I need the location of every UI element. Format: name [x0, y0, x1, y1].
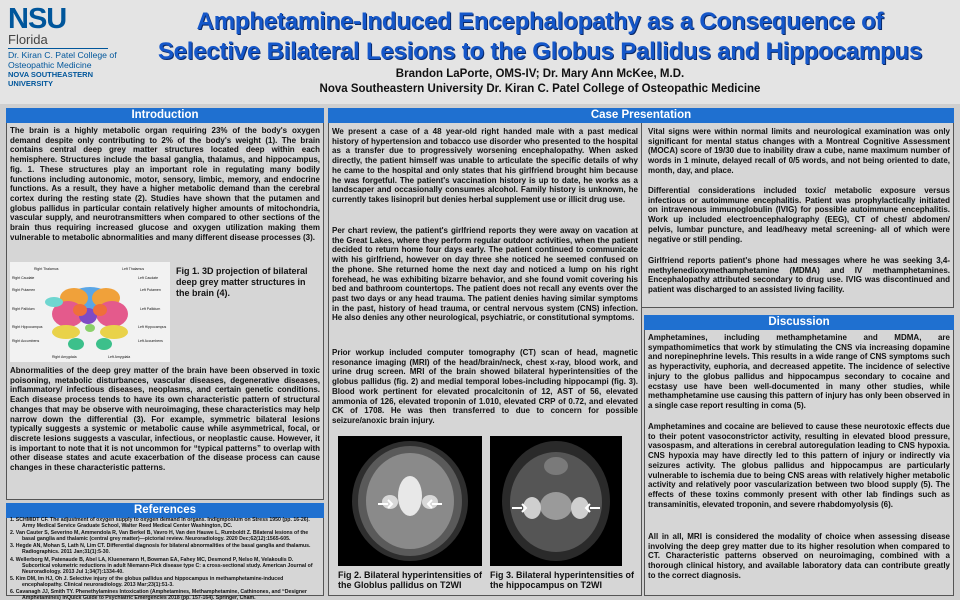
brain-label-left-accumbens: Left Accumbens [138, 339, 163, 343]
brain-label-right-pallidum: Right Pallidum [12, 307, 35, 311]
mri-axial-hippo-illustration [490, 436, 622, 566]
brain-label-left-thalamus: Left Thalamus [122, 267, 145, 271]
mri-globus-pallidus-image [338, 436, 482, 566]
logo-nsu: NSU [8, 3, 67, 35]
brain-label-right-amygdala: Right Amygdala [52, 355, 77, 359]
references-list [10, 517, 322, 600]
poster-title-line1: Amphetamine-Induced Encephalopathy as a Consequence of [196, 8, 884, 35]
poster-header [0, 0, 960, 104]
discussion-header: Discussion [644, 315, 954, 330]
reference-item: 3. Hegde AN, Mohan S, Lath N, Lim CT. Differential diagnosis for bilateral abnormalities of the basal ganglia and thalamus. Radiographics. 2011 Jan;31(1):5-30. [10, 543, 311, 556]
brain-label-left-putamen: Left Putamen [140, 288, 161, 292]
brain-label-right-accumbens: Right Accumbens [12, 339, 40, 343]
case-paragraph-6: Girlfriend reports patient's phone had messages where he was seeking 3,4-methylenedioxymethamphetamine (MDMA) and IV methamphetamines. Encephalopathy attributed secondary to drug use. IVIG was discontinued and patient was discharged to an assisted living facility. [648, 256, 950, 295]
logo-university: NOVA SOUTHEASTERN UNIVERSITY [8, 70, 94, 88]
brain-label-right-putamen: Right Putamen [12, 288, 36, 292]
brain-label-right-hippocampus: Right Hippocampus [12, 325, 43, 329]
logo-florida: Florida [8, 32, 48, 47]
intro-header: Introduction [6, 108, 324, 123]
logo-divider [8, 48, 108, 49]
reference-item: 1. SCHMIDT CF. The adjustment of oxygen supply to oxygen demand in organs. Indigmposium on Stress 1950 (pp. 16-26). Army Medical Service Graduate School, Walter Reed Medical Center Washington, DC. [10, 517, 310, 530]
fig2-caption: Fig 2. Bilateral hyperintensities of the Globlus pallidus on T2WI [338, 570, 483, 590]
brain-label-right-thalamus: Right Thalamus [34, 267, 59, 271]
intro-paragraph-1: The brain is a highly metabolic organ requiring 23% of the body's oxygen demand despite only contributing to 2% of the body's weight (1). The brain contains central deep grey matter structures located deep within each hemisphere. Structures include the basal ganglia, thalamus, and hippocampus, fig. 1. These structures play an important role in regulating many bodily functions including autonomic, motor, sensory, limbic, memory, and endocrine functions. As a result, they have a higher metabolic demand than the cerebral cortex during the resting state (2). Studies have shown that the putamen and globus pallidus in particular contain relatively higher amounts of mitochondria, vascular supply, and neurotransmitters when compared to other sections of the brain thus requiring increased glucose and oxygen utilization making them vulnerable to metabolic abnormalities and many different disease processes (3). [10, 126, 320, 242]
reference-item: 2. Van Cauter S, Severino M, Ammendola R, Van Berkel B, Vavro H, Van den Hauwe L, Rumboldt Z. Bilateral lesions of the basal ganglia and thalamic (central grey matter)—pictorial review. Neuroradiology. 2020 Dec;62(12):1565-605. [10, 530, 309, 543]
reference-item: 6. Cavanagh JJ, Smith TY. Phenethylamines Intoxication (Amphetamines, Methamphetamine, Cathinones, and “Designer Amphetamines) InQuick Guide to Psychiatric Emergencies 2018 (pp. 157-164). Springer, Cham. [10, 589, 307, 600]
discussion-paragraph-3: All in all, MRI is considered the modality of choice when assessing disease involving the deep grey matter due to its higher resolution when compared to CT. Characteristic patterns observed on neuroimaging, combined with a thorough clinical history, and available laboratory data can contribute greatly to the correct diagnosis. [648, 532, 950, 580]
case-paragraph-3: Prior workup included computer tomography (CT) scan of head, magnetic resonance imaging (MRI) of the head/brain/neck, chest x-ray, blood work, and urine drug screen. MRI of the brain showed bilateral hyperintensities of the globus pallidus (fig. 2) and medial temporal lobes-including hippocampi (fig. 3). Blood work pertinent for elevated procalcitonin of 12, AST of 56, elevated ammonia of 126, elevated troponin of 1.010, elevated CRP of 0.72, and elevated CK of 1708. He was then transferred to due to concern for possible seizure/anoxic brain injury. [332, 348, 638, 425]
mri-hippocampus-image [490, 436, 622, 566]
brain-label-right-caudate: Right Caudate [12, 276, 35, 280]
case-header: Case Presentation [328, 108, 954, 123]
discussion-paragraph-2: Amphetamines and cocaine are believed to cause these neurotoxic effects due to their potent vasoconstrictor activity, resulting in elevated blood pressure, vasospasm, and alterations in cerebral autoregulation leading to CNS hypoxia. CNS hypoxia may have directly led to this pattern of injury or indirectly via seizures activity. The globus pallidus and hippocampus are particularly vulnerable to ischemia due to being CNS areas with relatively higher metabolic activity and relatively poor vascularization between two blood supply (5). The effects of these toxins commonly present with other lab findings such as transaminitis, elevated troponin, and severe rhabdomyolysis (6). [648, 422, 950, 509]
brain-3d-figure [10, 262, 170, 362]
brain-label-left-pallidum: Left Pallidum [140, 307, 161, 311]
brain-label-left-amygdala: Left Amygdala [108, 355, 131, 359]
authors: Brandon LaPorte, OMS-IV; Dr. Mary Ann McKee, M.D. [395, 68, 685, 80]
reference-item: 5. Kim DM, Im HJ, Oh J. Selective injury of the globus pallidus and hippocampus in methamphetamine-induced encephalopathy. Clinical neuroradiology. 2013 Mar;23(1):51-3. [10, 575, 284, 588]
affiliation: Nova Southeastern University Dr. Kiran C. Patel College of Osteopathic Medicine [319, 83, 761, 95]
mri-axial-gp-illustration [338, 436, 482, 566]
nsu-logo [8, 5, 126, 97]
case-paragraph-5: Differential considerations included toxic/ metabolic exposure versus infectious or autoimmune encephalitis. Patient was prophylactically initiated on intravenous immunoglobulin (IVIG) for possible autoimmune encephalitis. Work up included electroencephalography (EEG), CT of chest/ abdomen/ pelvis, lumbar puncture, and lead/heavy metal screening- all of which were negative or still pending. [648, 186, 950, 244]
case-paragraph-1: We present a case of a 48 year-old right handed male with a past medical history of hypertension and tobacco use disorder who presented to the hospital as a transfer due to progressively worsening encephalopathy. When asked directly, the patient himself was unable to articulate the specific details of why he came to the hospital and only states that his girlfriend brought him because he was forgetful. The patient's vaccination history is up to date, he works as a landscaper and occasionally consumes alcohol. Family history is unknown, he currently takes lisinopril but denies herbal supplement use or illicit drug use. [332, 127, 638, 204]
fig3-caption: Fig 3. Bilateral hyperintensities of the hippocampus on T2WI [490, 570, 635, 590]
brain-label-left-hippocampus: Left Hippocampus [138, 325, 167, 329]
fig1-caption: Fig 1. 3D projection of bilateral deep grey matter structures in the brain (4). [176, 266, 308, 298]
reference-item: 4. Wellerborg M, Patenaude B, Abel LA, Kluenemann H, Bowman EA, Fahey MC, Desmond P, Nelso M, Velakoulis D. Subcortical volumetric reductions in adult Niemann-Pick disease type C: a cross-sectional study. American Journal of Neuroradiology. 2013 Jul 1;34(7):1334-40. [10, 556, 313, 575]
poster-title-line2: Selective Bilateral Lesions to the Globus Pallidus and Hippocampus [157, 38, 923, 65]
case-paragraph-2: Per chart review, the patient's girlfriend reports they were away on vacation at the Great Lakes, where they perform regular outdoor activities, when the patient decided to return home four days early. The patient continued to communicate with his girlfriend, however on day three she noticed he seemed confused on the phone. She returned home the next day and noticed a lump on his right forehead, he was exhibiting bizarre behavior, and she found vomit covering his bed and bathroom countertops. The patient does not recall any events over the past two days or any head trauma. The patient denies having similar symptoms in the past, history of head trauma, or central nervous system (CNS) infection. He also denies any other neurological, psychiatric, or constitutional symptoms. [332, 226, 638, 323]
intro-paragraph-2: Abnormalities of the deep grey matter of the brain have been observed in toxic poisoning, metabolic disturbances, vascular diseases, degenerative diseases, inflammatory/ infectious diseases, neoplasms, and certain genetic conditions. Each disease process tends to have its own characteristic pattern of structural changes that may be observe with neuroimaging, these characteristics may help narrow down the differential (3). For example, symmetric bilateral lesions typically suggests a systemic or metabolic cause while asymmetrical, focal, or discrete lesions suggests a vascular, infectious, or neoplastic cause. However, it is important to note that it is not uncommon for “typical patterns” to overlap with other disease states and acute exacerbation of the disease process can cause changes in these characteristic patterns. [10, 366, 320, 473]
references-header: References [6, 503, 324, 518]
logo-college: Dr. Kiran C. Patel College of Osteopathic Medicine [8, 50, 117, 70]
case-paragraph-4: Vital signs were within normal limits and neurological examination was only significant for mental status changes with a Montreal Cognitive Assessment (MOCA) score of 19/30 due to inability draw a cube, name maximum number of words in 1 minute, delayed recall of 0/5 words, and not being oriented to date, month, day, and place. [648, 127, 950, 175]
discussion-paragraph-1: Amphetamines, including methamphetamine and MDMA, are sympathomimetics that work by stimulating the CNS via increasing dopamine and norepinephrine levels. This results in a wide range of CNS symptoms such as hyperactivity, euphoria, and decreased appetite. The incidence of selective injury to the globus pallidus and hippocampus secondary to cocaine and ecstasy use have been well-documented in many other studies, while methamphetamine use causing this pattern of injury has only been observed in a single case report resulting in coma (5). [648, 333, 950, 410]
brain-label-left-caudate: Left Caudate [138, 276, 159, 280]
